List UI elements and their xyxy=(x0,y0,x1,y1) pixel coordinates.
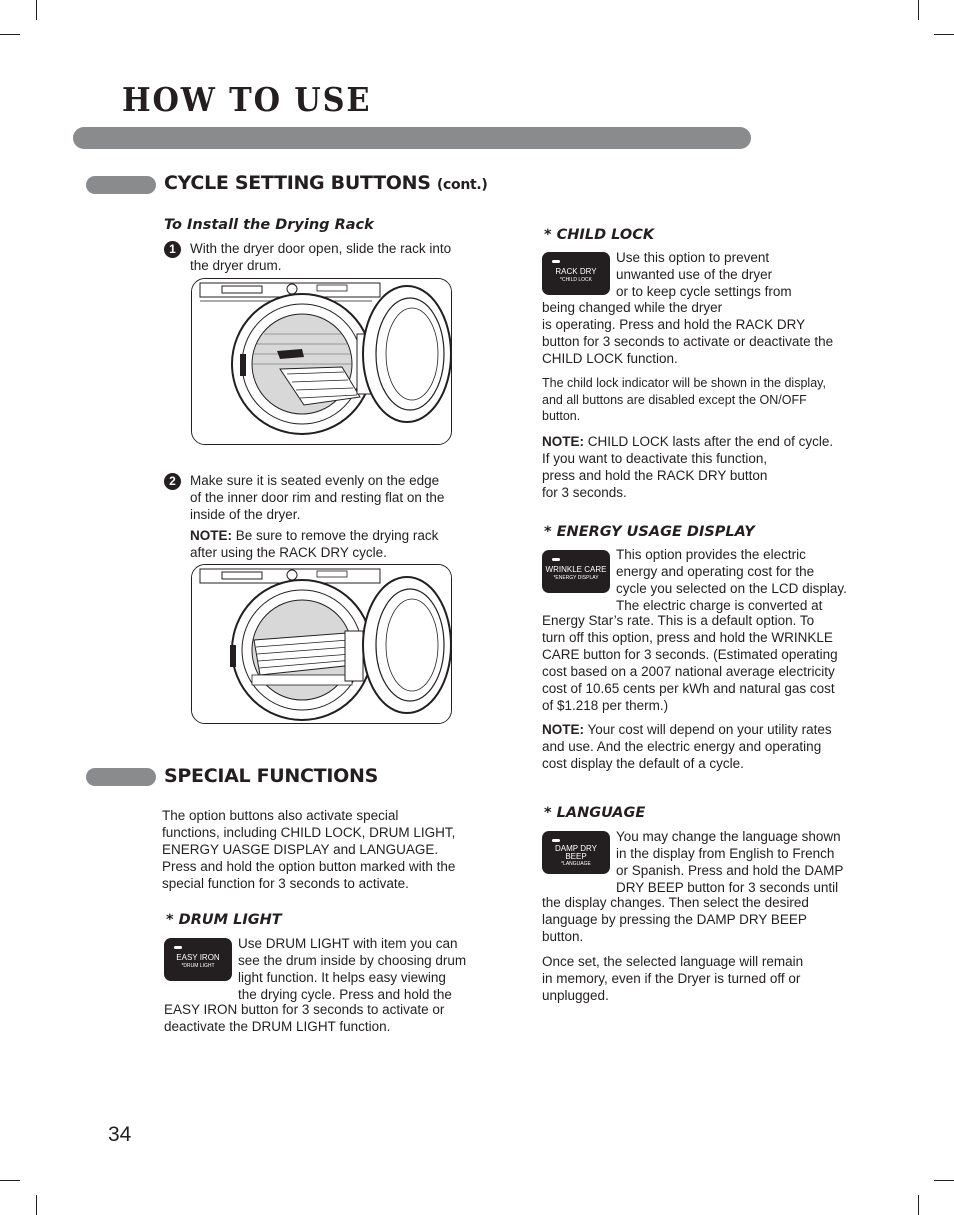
button-sublabel: *CHILD LOCK xyxy=(560,277,592,283)
text-line: cost based on a 2007 national average electricity xyxy=(542,664,835,679)
text-line: Use this option to prevent xyxy=(616,250,770,265)
asterisk-icon: * xyxy=(544,227,552,243)
crop-mark xyxy=(934,1180,954,1181)
damp-dry-beep-button-illustration xyxy=(542,831,610,874)
text-line: after using the RACK DRY cycle. xyxy=(190,545,387,560)
language-title: LANGUAGE xyxy=(556,805,646,821)
text-line: button. xyxy=(542,409,581,423)
text-line: of the inner door rim and resting flat on the xyxy=(190,490,445,505)
text-line: With the dryer door open, slide the rack into xyxy=(190,241,452,256)
drum-light-text-full xyxy=(164,1001,444,1035)
text-line: Energy Star’s rate. This is a default option. To xyxy=(542,613,815,628)
text-line: see the drum inside by choosing drum xyxy=(238,953,467,968)
text-line: the display changes. Then select the desired xyxy=(542,895,809,910)
button-label: BEEP xyxy=(565,852,587,861)
button-label: RACK DRY xyxy=(555,267,597,276)
asterisk-icon: * xyxy=(166,912,174,928)
child-lock-title: CHILD LOCK xyxy=(556,227,655,243)
crop-mark xyxy=(934,34,954,35)
text-line: or to keep cycle settings from xyxy=(616,284,792,299)
note-label: NOTE: xyxy=(190,528,232,543)
crop-mark xyxy=(918,0,919,20)
text-line: in memory, even if the Dryer is turned off or xyxy=(542,971,801,986)
text-line: Press and hold the option button marked with the xyxy=(162,859,456,874)
note-line xyxy=(542,721,832,738)
dryer-rack-seated-illustration xyxy=(191,564,452,724)
text-line: inside of the dryer. xyxy=(190,507,301,522)
text-line: ENERGY UASGE DISPLAY and LANGUAGE. xyxy=(162,842,439,857)
step-number-2: 2 xyxy=(164,473,181,490)
section-pill xyxy=(86,176,156,194)
wrinkle-care-button-illustration xyxy=(542,550,610,593)
button-label: DAMP DRY xyxy=(555,844,597,853)
indicator-light-icon xyxy=(552,260,560,263)
indicator-light-icon xyxy=(174,946,182,949)
energy-usage-heading xyxy=(544,524,755,540)
text-line: unwanted use of the dryer xyxy=(616,267,773,282)
text-line: Once set, the selected language will remain xyxy=(542,954,804,969)
energy-text-right xyxy=(616,546,847,614)
note-text: Be sure to remove the drying rack xyxy=(232,528,439,543)
text-line: is operating. Press and hold the RACK DRY xyxy=(542,317,806,332)
drum-light-text-right xyxy=(238,935,466,1003)
text-line: for 3 seconds. xyxy=(542,485,627,500)
text-line: functions, including CHILD LOCK, DRUM LIGHT, xyxy=(162,825,456,840)
drum-light-title: DRUM LIGHT xyxy=(178,912,282,928)
text-line: press and hold the RACK DRY button xyxy=(542,468,768,483)
child-lock-text-right xyxy=(616,249,792,300)
text-line: cycle you selected on the LCD display. xyxy=(616,581,847,596)
text-line: or Spanish. Press and hold the DAMP xyxy=(616,863,844,878)
text-line: CARE button for 3 seconds. (Estimated operating xyxy=(542,647,838,662)
asterisk-icon: * xyxy=(544,805,552,821)
special-functions-intro xyxy=(162,807,455,892)
cycle-heading xyxy=(164,172,488,194)
indicator-light-icon xyxy=(552,558,560,561)
text-line: cost of 10.65 cents per kWh and natural gas cost xyxy=(542,681,835,696)
text-line: energy and operating cost for the xyxy=(616,564,815,579)
cycle-heading-cont: (cont.) xyxy=(436,177,488,193)
text-line: of $1.218 per therm.) xyxy=(542,698,669,713)
crop-mark xyxy=(36,1195,37,1215)
crop-mark xyxy=(36,0,37,20)
drum-light-heading xyxy=(166,912,282,928)
text-line: DRY BEEP button for 3 seconds until xyxy=(616,880,839,895)
energy-note xyxy=(542,721,832,772)
step-1-text xyxy=(190,240,451,274)
dryer-rack-seated-drawing xyxy=(192,565,451,723)
step-number-1: 1 xyxy=(164,241,181,258)
title-bar xyxy=(73,127,751,149)
text-line: button. xyxy=(542,929,584,944)
crop-mark xyxy=(918,1195,919,1215)
note-text: CHILD LOCK lasts after the end of cycle. xyxy=(584,434,834,449)
button-sublabel: *DRUM LIGHT xyxy=(181,963,215,969)
text-line: unplugged. xyxy=(542,988,609,1003)
page-number: 34 xyxy=(108,1123,132,1146)
text-line: EASY IRON button for 3 seconds to activate or xyxy=(164,1002,445,1017)
button-label: EASY IRON xyxy=(176,953,220,962)
child-lock-text-full xyxy=(542,299,833,367)
crop-mark xyxy=(0,34,20,35)
text-line: turn off this option, press and hold the WRINKLE xyxy=(542,630,833,645)
button-sublabel: *ENERGY DISPLAY xyxy=(553,575,599,581)
energy-usage-title: ENERGY USAGE DISPLAY xyxy=(556,524,755,540)
text-line: This option provides the electric xyxy=(616,547,806,562)
energy-text-full xyxy=(542,612,838,714)
dryer-rack-illustration xyxy=(191,278,452,445)
text-line: and all buttons are disabled except the ON/OFF xyxy=(542,392,807,407)
language-text-full xyxy=(542,894,809,945)
language-once-text xyxy=(542,953,803,1004)
section-pill xyxy=(86,768,156,786)
step-2-note xyxy=(190,527,444,544)
language-heading xyxy=(544,805,645,821)
note-line xyxy=(542,433,833,450)
dryer-rack-drawing xyxy=(192,279,451,444)
note-label: NOTE: xyxy=(542,722,584,737)
text-line: The option buttons also activate special xyxy=(162,808,399,823)
text-line: The child lock indicator will be shown in the display, xyxy=(542,376,826,390)
language-text-right xyxy=(616,828,843,896)
text-line: You may change the language shown xyxy=(616,829,841,844)
text-line: button for 3 seconds to activate or deactivate the xyxy=(542,334,834,349)
child-lock-indicator-text xyxy=(542,375,826,425)
step-2-text xyxy=(190,472,444,561)
text-line: language by pressing the DAMP DRY BEEP xyxy=(542,912,807,927)
text-line: If you want to deactivate this function, xyxy=(542,451,768,466)
text-line: light function. It helps easy viewing xyxy=(238,970,446,985)
page-title: HOW TO USE xyxy=(122,80,372,119)
text-line: The electric charge is converted at xyxy=(616,598,823,613)
indicator-light-icon xyxy=(552,839,560,842)
child-lock-heading xyxy=(544,227,654,243)
cycle-heading-text: CYCLE SETTING BUTTONS xyxy=(164,172,431,194)
drying-rack-subheading: To Install the Drying Rack xyxy=(164,217,374,233)
button-label: WRINKLE CARE xyxy=(545,565,607,574)
text-line: the drying cycle. Press and hold the xyxy=(238,987,452,1002)
text-line: cost display the default of a cycle. xyxy=(542,756,744,771)
text-line: and use. And the electric energy and operating xyxy=(542,739,822,754)
text-line: special function for 3 seconds to activate. xyxy=(162,876,409,891)
note-text: Your cost will depend on your utility rates xyxy=(584,722,832,737)
special-functions-heading: SPECIAL FUNCTIONS xyxy=(164,765,378,787)
text-line: the dryer drum. xyxy=(190,258,282,273)
text-line: in the display from English to French xyxy=(616,846,835,861)
text-line: deactivate the DRUM LIGHT function. xyxy=(164,1019,391,1034)
asterisk-icon: * xyxy=(544,524,552,540)
note-label: NOTE: xyxy=(542,434,584,449)
easy-iron-button-illustration xyxy=(164,938,232,981)
button-sublabel: *LANGUAGE xyxy=(561,861,591,867)
crop-mark xyxy=(0,1180,20,1181)
text-line: Use DRUM LIGHT with item you can xyxy=(238,936,458,951)
text-line: CHILD LOCK function. xyxy=(542,351,678,366)
text-line: Make sure it is seated evenly on the edge xyxy=(190,473,440,488)
rack-dry-button-illustration xyxy=(542,252,610,295)
child-lock-note xyxy=(542,433,833,501)
text-line: being changed while the dryer xyxy=(542,300,723,315)
